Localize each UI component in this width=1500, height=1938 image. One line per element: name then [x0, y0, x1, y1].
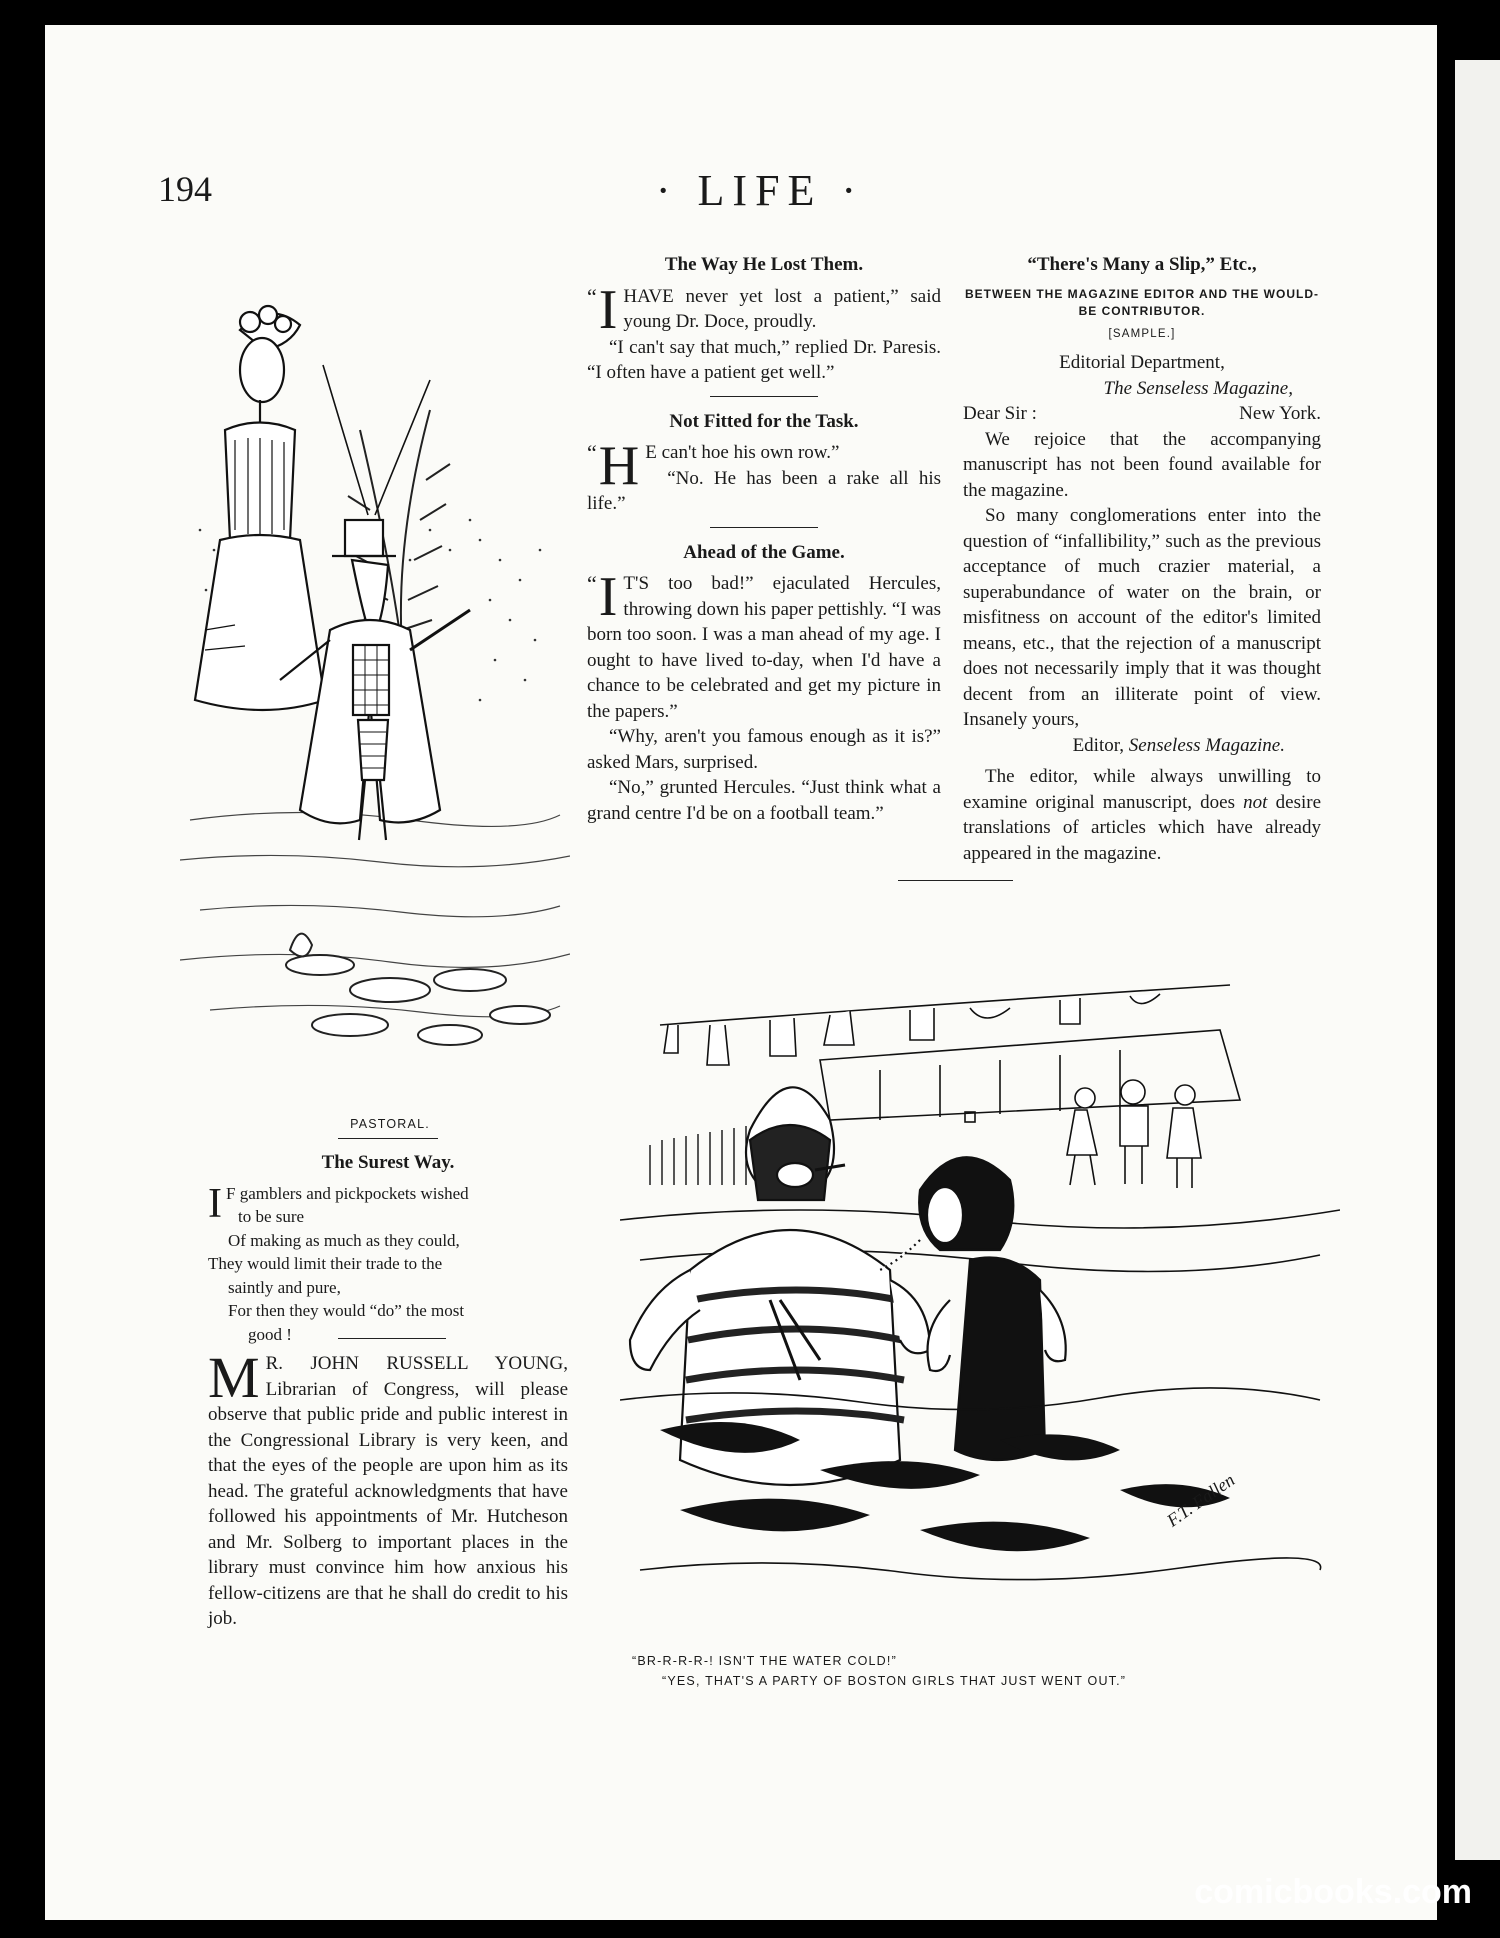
verse-line: For then they would “do” the most	[228, 1301, 465, 1320]
clothesline	[660, 985, 1230, 1065]
signature-line	[963, 733, 1321, 759]
dropcap-i: I	[208, 1180, 222, 1227]
caption-rule	[338, 1138, 438, 1139]
ahead-title: Ahead of the Game.	[683, 541, 845, 563]
slip-subtitle: BETWEEN THE MAGAZINE EDITOR AND THE WOULD-BE CONTRIBUTOR.	[965, 286, 1319, 318]
right-column-text	[963, 252, 1321, 881]
verse-line: Of making as much as they could,	[228, 1230, 460, 1250]
verse-line: to be sure	[238, 1207, 305, 1226]
cartoon-caption-line1: “BR-R-R-R-! ISN'T THE WATER COLD!”	[632, 1654, 897, 1668]
salutation: Dear Sir :	[963, 403, 1037, 424]
letter-p1: We rejoice that the accompanying manuscript has not been found available for the magazine.	[963, 428, 1321, 501]
section-rule	[710, 527, 818, 528]
cartoon-caption-line2: “YES, THAT'S A PARTY OF BOSTON GIRLS THAT JUST WENT OUT.”	[662, 1674, 1127, 1688]
dark-water	[660, 1422, 1230, 1551]
p3-not: not	[1243, 791, 1268, 813]
adjacent-page-edge	[1455, 60, 1500, 1860]
fence	[650, 1124, 758, 1185]
p3-part-a: The editor, while always unwilling to examine original manuscript, does	[963, 766, 1321, 813]
way-lost-p1: HAVE never yet lost a patient,” said young Dr. Doce, proudly.	[623, 285, 941, 332]
magazine-line: The Senseless Magazine,	[1103, 377, 1293, 399]
ahead-p3: “No,” grunted Hercules. “Just think what a grand centre I'd be on a football team.”	[587, 777, 941, 824]
young-head: R. JOHN RUSSELL YOUNG,	[265, 1353, 568, 1374]
section-rule	[338, 1338, 446, 1339]
dropcap-m: M	[208, 1345, 260, 1410]
young-body: Librarian of Congress, will please observe that public pride and public interest in the Congressional Library is very keen, and that the eyes of the people are upon him as its head. The grateful acknowledgments that have followed his appointments of Mr. Hutcheson and Mr. Solberg to important places in the library must convince him how anxious his fellow-citizens are that he shall do credit to his job.	[208, 1378, 568, 1629]
left-column-text	[208, 1150, 568, 1632]
beach-cartoon	[620, 970, 1340, 1620]
lily-pads	[286, 955, 550, 1045]
woman-figure	[195, 306, 325, 710]
sample-label: [SAMPLE.]	[1108, 327, 1176, 340]
sign-prefix: Editor,	[1072, 734, 1125, 756]
not-fitted-p2: “No. He has been a rake all his life.”	[587, 467, 941, 514]
fat-bather	[630, 1087, 930, 1485]
verse-line: good !	[248, 1324, 292, 1344]
letter-p2: So many conglomerations enter into the question of “infallibility,” such as the previous acceptance of much crazier material, a superabundance of water on the brain, or misfitness on account of the editor's limited means, etc., that the rejection of a manuscript does not necessarily imply that it was thought decent from an illiterate point of view. Insanely yours,	[963, 505, 1321, 730]
surest-way-title: The Surest Way.	[321, 1152, 455, 1173]
dept-line: Editorial Department,	[1059, 352, 1225, 373]
section-rule	[898, 880, 1013, 881]
dropcap-i: I	[598, 278, 618, 341]
open-quote: “	[587, 283, 597, 309]
ahead-p1: T'S too bad!” ejaculated Hercules, throwing down his paper pettishly. “I was born too soon. I was a man ahead of my age. I ought to have lived to-day, when I'd have a chance to be celebrated and get my picture in the papers.”	[587, 573, 941, 722]
section-rule	[710, 396, 818, 397]
open-quote: “	[587, 571, 597, 596]
open-quote: “	[587, 440, 597, 465]
ahead-p2: “Why, aren't you famous enough as it is?” asked Mars, surprised.	[587, 726, 941, 773]
way-lost-title: The Way He Lost Them.	[664, 254, 864, 275]
dropcap-h: H	[598, 435, 640, 497]
background-bathers	[1067, 1080, 1201, 1188]
middle-column-text	[587, 252, 941, 826]
surest-way-verse	[208, 1182, 568, 1347]
watermark: comicbooks.com	[1194, 1873, 1472, 1911]
young-paragraph	[208, 1345, 568, 1632]
pastoral-illustration	[180, 300, 570, 1100]
slip-title: “There's Many a Slip,” Etc.,	[1027, 254, 1257, 275]
sign-magazine: Senseless Magazine.	[1128, 734, 1285, 756]
not-fitted-p1: E can't hoe his own row.”	[645, 442, 840, 463]
masthead: · LIFE ·	[655, 166, 865, 215]
verse-line: saintly and pure,	[228, 1277, 341, 1297]
dropcap-i: I	[598, 566, 618, 628]
salutation-row	[963, 401, 1321, 427]
page-number: 194	[158, 169, 212, 209]
pastoral-caption: PASTORAL.	[350, 1117, 430, 1131]
artist-signature: F.T. Fallen	[1163, 1469, 1239, 1531]
letter-p3	[963, 764, 1321, 866]
verse-line: F gamblers and pickpockets wished	[226, 1183, 469, 1203]
city: New York.	[1239, 403, 1321, 424]
not-fitted-title: Not Fitted for the Task.	[669, 410, 859, 432]
way-lost-p2: “I can't say that much,” replied Dr. Paresis. “I often have a patient get well.”	[587, 336, 941, 383]
verse-line: They would limit their trade to the	[208, 1254, 443, 1273]
lily-bud	[290, 934, 312, 957]
p3-part-b: desire translations of articles which have already appeared in the magazine.	[963, 791, 1322, 864]
